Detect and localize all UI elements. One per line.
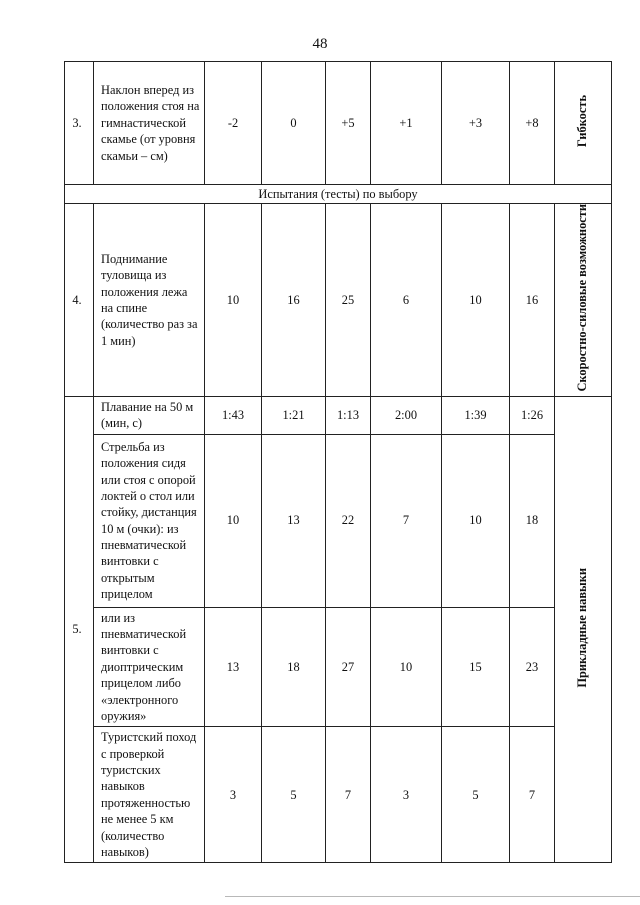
value-cell: 10 — [205, 434, 262, 607]
section-row — [65, 185, 612, 204]
value-cell: 10 — [442, 204, 510, 397]
table-row — [65, 607, 612, 727]
value-cell: 16 — [262, 204, 326, 397]
value-cell: +5 — [326, 62, 371, 185]
value-cell: 2:00 — [371, 396, 442, 434]
table-row — [65, 434, 612, 607]
value-cell: 1:26 — [510, 396, 555, 434]
test-name: Туристский поход с проверкой туристских навыков протяженностью не менее 5 км (количество навыков) — [94, 727, 205, 863]
value-cell: 22 — [326, 434, 371, 607]
table-row — [65, 62, 612, 185]
row-number: 3. — [65, 62, 94, 185]
value-cell: 18 — [262, 607, 326, 727]
table-row — [65, 727, 612, 863]
test-name: Плавание на 50 м (мин, с) — [94, 396, 205, 434]
value-cell: 3 — [205, 727, 262, 863]
value-cell: 6 — [371, 204, 442, 397]
value-cell: 1:21 — [262, 396, 326, 434]
value-cell: 25 — [326, 204, 371, 397]
value-cell: 0 — [262, 62, 326, 185]
value-cell: 1:13 — [326, 396, 371, 434]
category-label: Прикладные навыки — [575, 567, 590, 688]
value-cell: 13 — [205, 607, 262, 727]
category-cell — [555, 62, 612, 185]
test-name: Поднимание туловища из положения лежа на спине (количество раз за 1 мин) — [94, 204, 205, 397]
test-name: Стрельба из положения сидя или стоя с опорой локтей о стол или стойку, дистанция 10 м (очки): из пневматической винтовки с открытым прицелом — [94, 434, 205, 607]
section-title: Испытания (тесты) по выбору — [65, 185, 612, 204]
value-cell: 5 — [442, 727, 510, 863]
value-cell: 1:39 — [442, 396, 510, 434]
test-name: или из пневматической винтовки с диоптрическим прицелом либо «электронного оружия» — [94, 607, 205, 727]
row-number: 5. — [65, 396, 94, 862]
value-cell: 3 — [371, 727, 442, 863]
value-cell: 23 — [510, 607, 555, 727]
value-cell: 15 — [442, 607, 510, 727]
value-cell: +3 — [442, 62, 510, 185]
value-cell: 16 — [510, 204, 555, 397]
page-number: 48 — [312, 36, 328, 52]
value-cell: 10 — [371, 607, 442, 727]
value-cell: +1 — [371, 62, 442, 185]
value-cell: -2 — [205, 62, 262, 185]
value-cell: 10 — [442, 434, 510, 607]
value-cell: 18 — [510, 434, 555, 607]
value-cell: +8 — [510, 62, 555, 185]
category-cell — [555, 204, 612, 397]
scan-artifact-line — [225, 896, 640, 897]
category-cell — [555, 396, 612, 862]
table-row — [65, 204, 612, 397]
value-cell: 1:43 — [205, 396, 262, 434]
value-cell: 7 — [510, 727, 555, 863]
category-label: Гибкость — [575, 94, 590, 147]
standards-table — [64, 61, 612, 863]
row-number: 4. — [65, 204, 94, 397]
value-cell: 5 — [262, 727, 326, 863]
value-cell: 7 — [326, 727, 371, 863]
value-cell: 27 — [326, 607, 371, 727]
value-cell: 13 — [262, 434, 326, 607]
category-label: Скоростно-силовые возможности — [575, 204, 590, 392]
value-cell: 7 — [371, 434, 442, 607]
test-name: Наклон вперед из положения стоя на гимнастической скамье (от уровня скамьи – см) — [94, 62, 205, 185]
value-cell: 10 — [205, 204, 262, 397]
table-row — [65, 396, 612, 434]
